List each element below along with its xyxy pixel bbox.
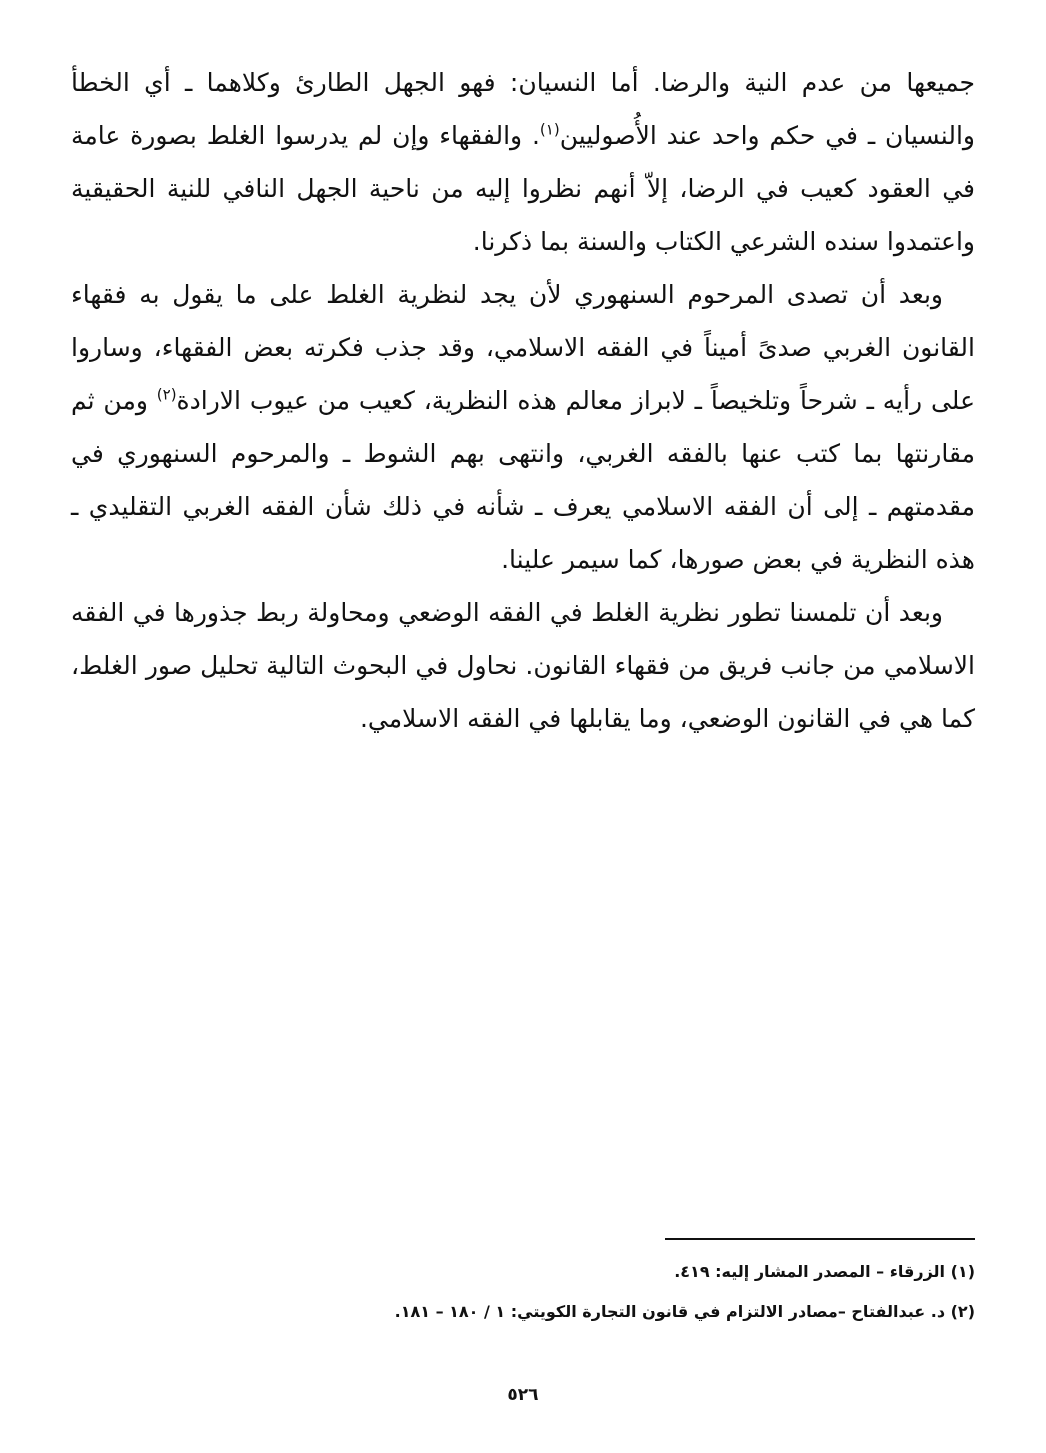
footnote-1: (١) الزرقاء – المصدر المشار إليه: ٤١٩. [674,1262,975,1281]
paragraph-2 [71,268,975,586]
paragraph-1-text-2: . والفقهاء وإن لم يدرسوا الغلط بصورة عامة في العقود كعيب في الرضا، إلاّ أنهم نظروا إليه من ناحية الجهل النافي للنية الحقيقية واعتمدوا سنده الشرعي الكتاب والسنة بما ذكرنا. [71,121,975,256]
paragraph-2-text-2: ومن ثم مقارنتها بما كتب عنها بالفقه الغربي، وانتهى بهم الشوط ـ والمرحوم السنهوري في مقدمتهم ـ إلى أن الفقه الاسلامي يعرف ـ شأنه في ذلك شأن الفقه الغربي التقليدي ـ هذه النظرية في بعض صورها، كما سيمر علينا. [71,386,975,574]
paragraph-1 [71,56,975,268]
paragraph-1-text-1: جميعها من عدم النية والرضا. أما النسيان: فهو الجهل الطارئ وكلاهما ـ أي الخطأ والنسيان ـ في حكم واحد عند الأُصوليين [71,68,975,150]
footnotes [71,1252,975,1332]
footnote-reference-2: (٢) [156,385,177,404]
footnote-2: (٢) د. عبدالفتاح –مصادر الالتزام في قانون التجارة الكويتي: ١ / ١٨٠ – ١٨١. [394,1302,975,1321]
page-number: ٥٢٦ [507,1385,539,1405]
footnote-divider [665,1238,975,1240]
paragraph-2-text-1: وبعد أن تصدى المرحوم السنهوري لأن يجد لنظرية الغلط على ما يقول به فقهاء القانون الغربي صدىً أميناً في الفقه الاسلامي، وقد جذب فكرته بعض الفقهاء، وساروا على رأيه ـ شرحاً وتلخيصاً ـ لابراز معالم هذه النظرية، كعيب من عيوب الارادة [71,280,975,415]
footnote-reference-1: (١) [539,120,560,139]
paragraph-3 [71,586,975,745]
body-text [71,56,975,745]
paragraph-3-text-1: وبعد أن تلمسنا تطور نظرية الغلط في الفقه الوضعي ومحاولة ربط جذورها في الفقه الاسلامي من جانب فريق من فقهاء القانون. نحاول في البحوث التالية تحليل صور الغلط، كما هي في القانون الوضعي، وما يقابلها في الفقه الاسلامي. [71,598,975,733]
